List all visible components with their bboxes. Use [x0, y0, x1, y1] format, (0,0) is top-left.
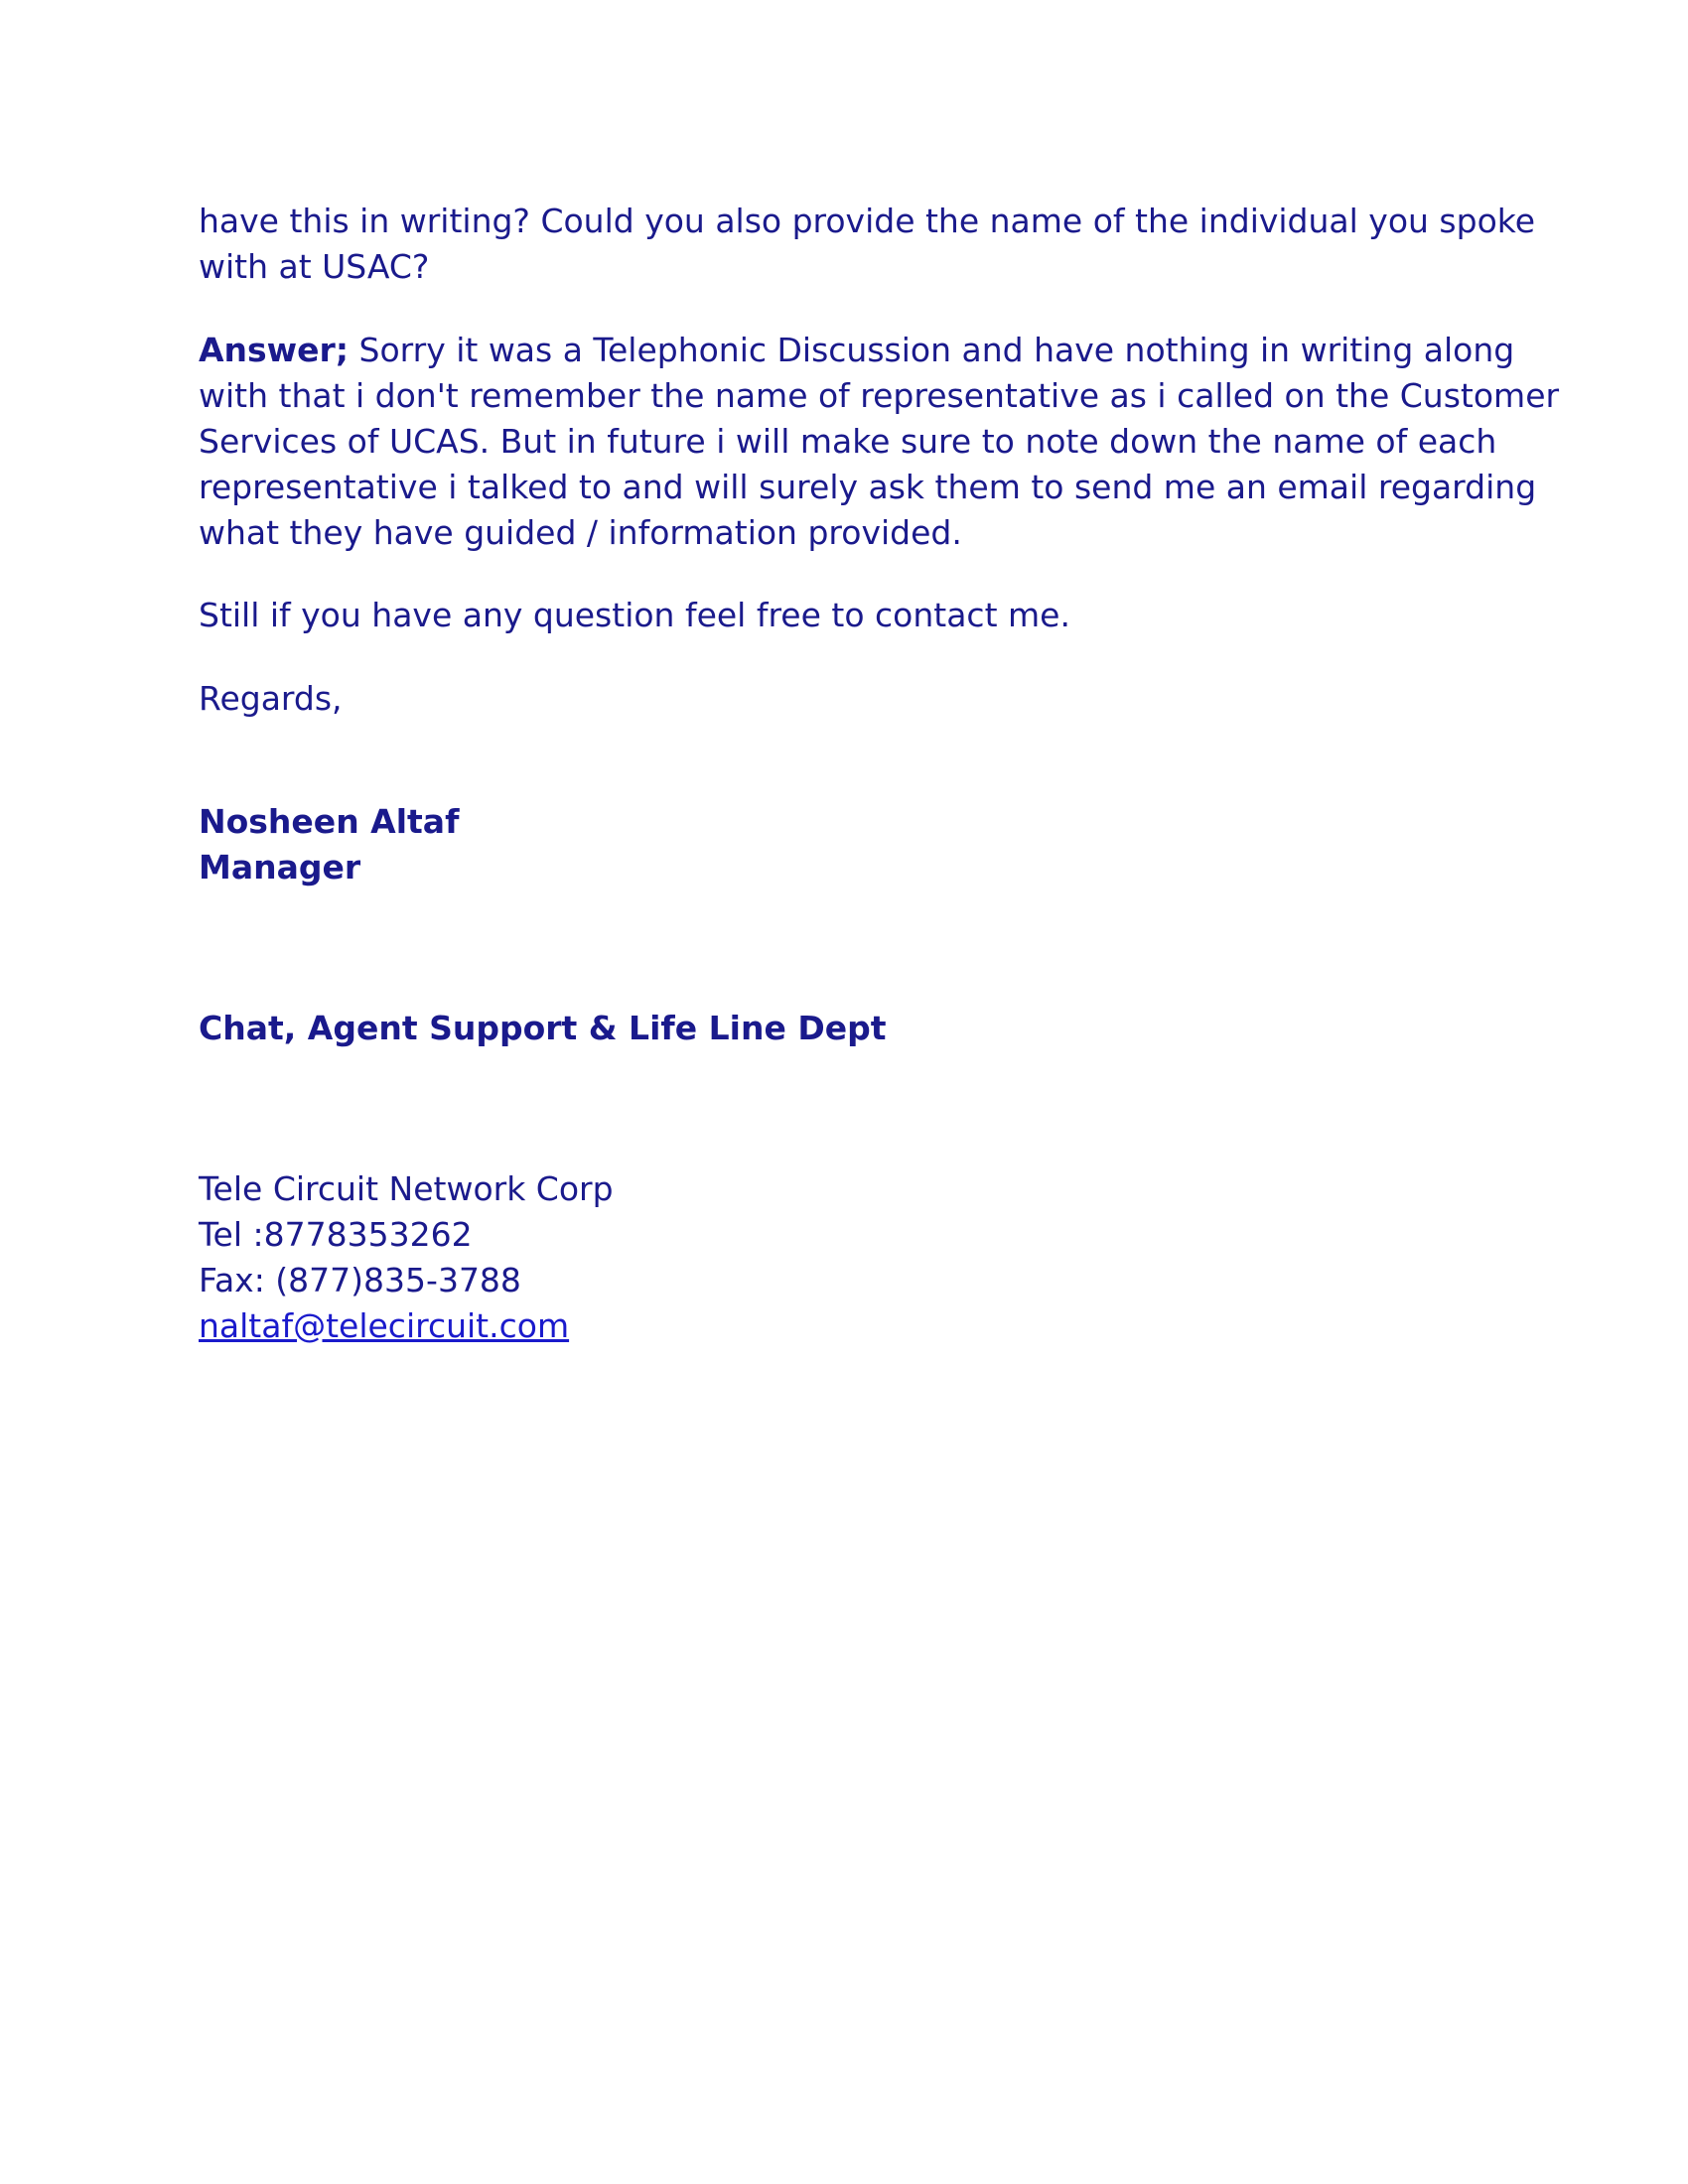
answer-line: Services of UCAS. But in future i will make sure to note down the name of each [199, 422, 1497, 461]
answer-line: representative i talked to and will surely ask them to send me an email regarding [199, 468, 1537, 506]
company-name: Tele Circuit Network Corp [199, 1169, 614, 1208]
sign-off: Regards, [199, 679, 343, 718]
answer-label: Answer; [199, 331, 350, 369]
email-link[interactable]: naltaf@telecircuit.com [199, 1306, 570, 1345]
email-line [199, 1303, 1509, 1349]
fax-number: Fax: (877)835-3788 [199, 1261, 521, 1299]
answer-line: with that i don't remember the name of representative as i called on the Customer [199, 376, 1560, 415]
answer-first-line [199, 328, 1515, 373]
question-line: with at USAC? [199, 247, 430, 286]
contact-block [199, 1166, 1509, 1349]
answer-line: what they have guided / information provided. [199, 513, 962, 552]
telephone-number: Tel :8778353262 [199, 1215, 473, 1254]
signer-title: Manager [199, 848, 361, 887]
signer-name: Nosheen Altaf [199, 802, 460, 841]
answer-paragraph [199, 328, 1560, 556]
department-name: Chat, Agent Support & Life Line Dept [199, 1009, 887, 1047]
question-line: have this in writing? Could you also provide the name of the individual you spoke [199, 202, 1535, 240]
signature-block [199, 799, 1509, 890]
answer-line: Sorry it was a Telephonic Discussion and have nothing in writing along [349, 331, 1515, 369]
closing-note: Still if you have any question feel free to contact me. [199, 596, 1070, 634]
question-tail-paragraph [199, 199, 1535, 290]
